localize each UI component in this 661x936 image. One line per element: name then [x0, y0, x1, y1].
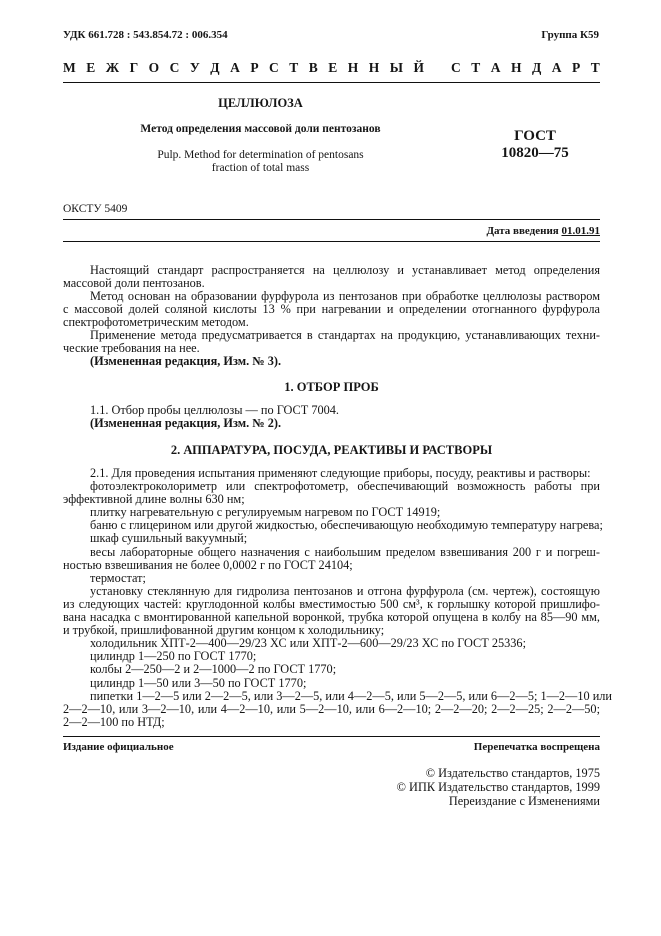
okstu-code: ОКСТУ 5409	[63, 203, 128, 215]
copyright-1999: © ИПК Издательство стандартов, 1999	[396, 780, 600, 794]
header-divider	[63, 82, 600, 83]
text-line: шкаф сушильный вакуумный;	[90, 531, 248, 546]
amendment-note: (Измененная редакция, Изм. № 3).	[90, 354, 282, 369]
text-line: цилиндр 1—50 или 3—50 по ГОСТ 1770;	[90, 675, 307, 690]
banner-letter: Г	[129, 60, 139, 75]
banner-letter: У	[189, 60, 200, 75]
banner-letter: Е	[328, 60, 338, 75]
text-line: ческие требования на нее.	[63, 341, 200, 356]
text-line: вана насадка с вмонтированной капельной воронкой, трубка которой опущена в колбу на 85—90 мм,	[63, 610, 600, 625]
text-line: Настоящий стандарт распространяется на целлюлозу и устанавливает метод определения	[90, 263, 600, 277]
text-line: спектрофотометрическим методом.	[63, 315, 249, 330]
intro-paragraph-2	[63, 290, 600, 329]
text-line: из следующих частей: круглодонной колбы вместимостью 500 см³, к горлышку которой пришлифо-	[63, 596, 600, 611]
banner-letter: М	[63, 60, 76, 75]
text-line: Применение метода предусматривается в стандартах на продукцию, устанавливающих техни-	[90, 328, 600, 342]
text-line: фотоэлектроколориметр или спектрофотометр, обеспечивающий возможность работы при	[90, 479, 600, 494]
reprint-prohibited-label: Перепечатка воспрещена	[473, 741, 600, 753]
banner-letter	[435, 60, 441, 76]
group-code: Группа К59	[541, 29, 599, 41]
introduction-date-label: Дата введения	[486, 225, 562, 237]
text-line: с массовой долей соляной кислоты 13 % при нагревании и определении отогнанного фурфурола	[63, 302, 600, 317]
banner-letter: А	[230, 60, 240, 75]
reissue-note: Переиздание с Изменениями	[448, 794, 600, 808]
text-line: термостат;	[90, 570, 146, 585]
banner-letter: Р	[250, 60, 259, 75]
amendment-note: (Измененная редакция, Изм. № 2).	[90, 416, 282, 431]
banner-letter: Т	[471, 60, 481, 75]
text-line: массовой доли пентозанов.	[63, 276, 205, 291]
gost-designation	[470, 128, 600, 162]
gost-label: ГОСТ	[514, 128, 556, 144]
date-divider	[63, 241, 600, 242]
text-line: 1.1. Отбор пробы целлюлозы — по ГОСТ 7004.	[90, 403, 340, 417]
banner-letter: С	[169, 60, 180, 75]
banner-letter: В	[308, 60, 318, 75]
banner-letter: С	[269, 60, 279, 75]
banner-letter: Й	[413, 60, 425, 75]
english-title-line-2: fraction of total mass	[211, 162, 310, 174]
text-line: цилиндр 1—250 по ГОСТ 1770;	[90, 649, 257, 664]
introduction-date	[486, 225, 600, 237]
banner-letter: Т	[289, 60, 299, 75]
banner-letter: О	[148, 60, 160, 75]
intro-paragraph-1	[63, 264, 600, 290]
okstu-divider	[63, 219, 600, 220]
banner-letter: Н	[347, 60, 359, 75]
text-line: весы лабораторные общего назначения с наибольшим пределом взвешивания 200 г и погреш-	[90, 544, 600, 559]
text-line: установку стеклянную для гидролиза пентозанов и отгона фурфурола (см. чертеж), состоящую	[90, 583, 600, 598]
text-line: ностью взвешивания не более 0,0002 г по ГОСТ 24104;	[63, 557, 353, 572]
section-2-heading: 2. АППАРАТУРА, ПОСУДА, РЕАКТИВЫ И РАСТВОРЫ	[170, 443, 493, 457]
banner-letter: А	[490, 60, 501, 75]
text-line: 2—2—100 по НТД;	[63, 714, 165, 729]
english-title-line-1: Pulp. Method for determination of pentosans	[157, 149, 364, 161]
document-title: ЦЕЛЛЮЛОЗА	[218, 96, 303, 110]
banner-letter: Д	[531, 60, 542, 75]
banner-letter: Н	[510, 60, 522, 75]
text-line: и трубкой, пришлифованной другим концом к холодильнику;	[63, 623, 385, 638]
banner-letter: Ж	[105, 60, 120, 75]
banner-letter: Е	[86, 60, 96, 75]
banner-letter: Т	[590, 60, 600, 75]
intro-paragraph-3	[63, 329, 600, 368]
gost-number: 10820—75	[501, 145, 569, 161]
banner-letter: С	[451, 60, 461, 75]
text-line: Метод основан на образовании фурфурола из пентозанов при обработке целлюлозы раствором	[90, 289, 600, 303]
footer-divider	[63, 736, 600, 737]
banner-letter: Н	[368, 60, 380, 75]
section-1-body	[63, 404, 600, 430]
document-subtitle: Метод определения массовой доли пентозанов	[140, 123, 381, 135]
text-line: эффективной длине волны 630 нм;	[63, 492, 245, 507]
text-line: холодильник ХПТ-2—400—29/23 ХС или ХПТ-2—600—29/23 ХС по ГОСТ 25336;	[90, 636, 526, 651]
text-line: пипетки 1—2—5 или 2—2—5, или 3—2—5, или 4—2—5, или 5—2—5, или 6—2—5; 1—2—10 или	[90, 688, 613, 703]
introduction-date-value: 01.01.91	[561, 225, 600, 237]
copyright-1975: © Издательство стандартов, 1975	[425, 766, 600, 780]
banner-letter: Д	[210, 60, 220, 75]
interstate-standard-banner	[63, 60, 600, 76]
section-2-body	[63, 466, 613, 729]
text-line: колбы 2—250—2 и 2—1000—2 по ГОСТ 1770;	[90, 662, 337, 677]
text-line: 2—2—10, или 3—2—10, или 4—2—10, или 5—2—10, или 6—2—10; 2—2—20; 2—2—25; 2—2—50;	[63, 701, 600, 716]
section-1-heading: 1. ОТБОР ПРОБ	[284, 380, 379, 394]
text-line: плитку нагревательную с регулируемым нагревом по ГОСТ 14919;	[90, 505, 441, 520]
title-block	[63, 96, 458, 174]
banner-letter: Р	[572, 60, 581, 75]
banner-letter: А	[551, 60, 562, 75]
text-line: 2.1. Для проведения испытания применяют следующие приборы, посуду, реактивы и растворы:	[90, 466, 591, 480]
official-edition-label: Издание официальное	[63, 741, 174, 753]
udk-code: УДК 661.728 : 543.854.72 : 006.354	[63, 29, 228, 41]
banner-letter: Ы	[389, 60, 404, 75]
text-line: баню с глицерином или другой жидкостью, обеспечивающую необходимую температуру нагрева;	[90, 518, 603, 533]
